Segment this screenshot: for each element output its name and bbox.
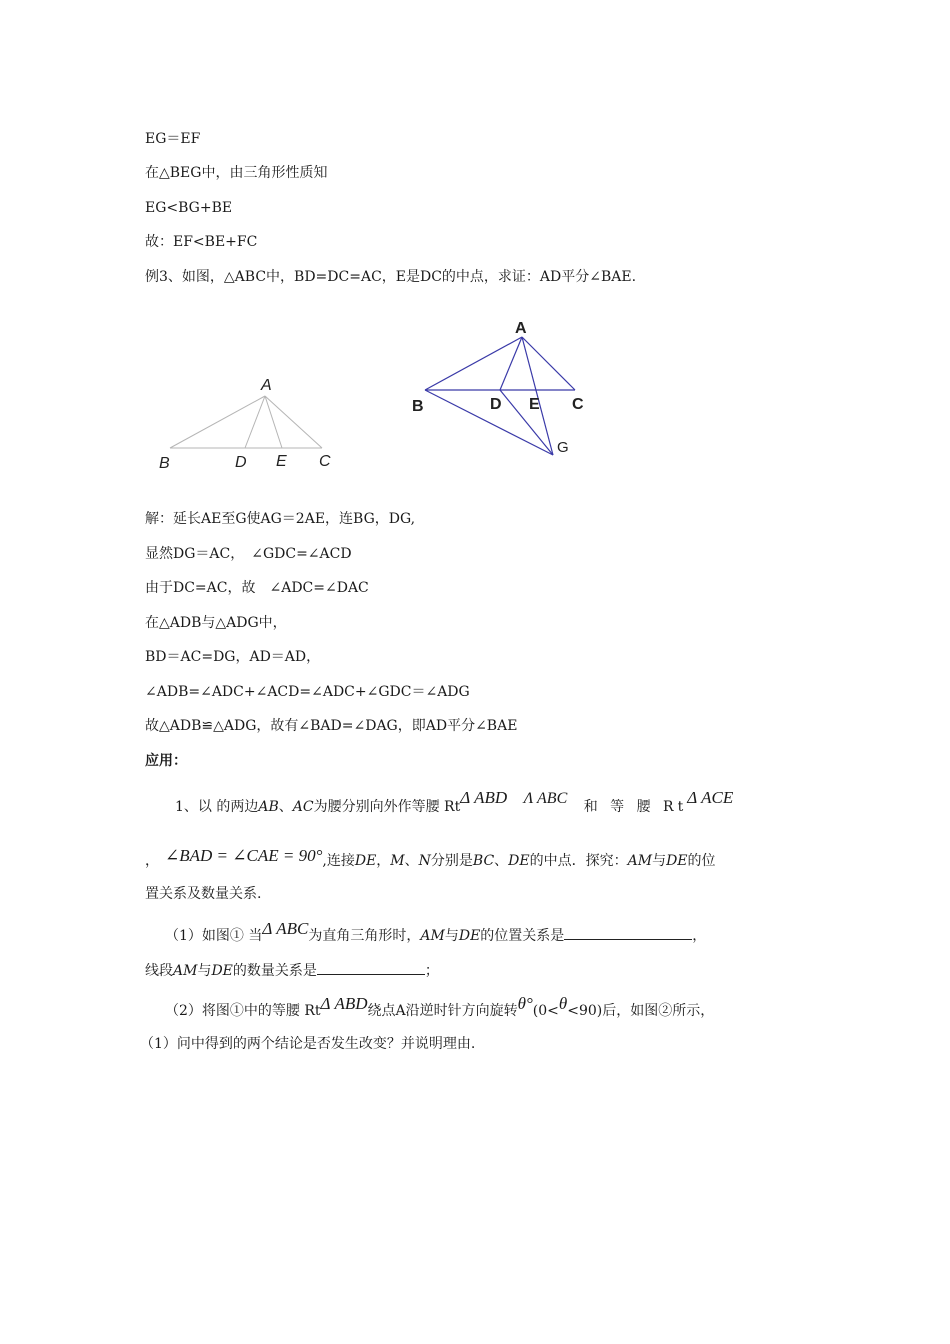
answer-blank-position[interactable]: [564, 925, 692, 940]
solution-line-4: 在△ADB与△ADG中，: [145, 615, 287, 631]
label-a: A: [515, 320, 527, 337]
solution-line-2: 显然DG＝AC， ∠GDC=∠ACD: [145, 546, 352, 562]
label-a: A: [261, 377, 272, 394]
label-d: D: [490, 396, 502, 413]
segment-ad: [500, 337, 522, 390]
math-triangle-abc-q1: Δ ABC: [262, 919, 309, 938]
solution-line-1: 解：延长AE至G使AG＝2AE，连BG，DG,: [145, 511, 416, 527]
math-angle-equation: ∠BAD = ∠CAE = 90°: [165, 846, 323, 865]
label-e: E: [276, 453, 287, 470]
label-g: G: [557, 439, 569, 456]
label-e: E: [529, 396, 540, 413]
question-1: （1）如图① 当Δ ABC为直角三角形时，AM与DE的位置关系是 ，: [165, 919, 707, 944]
math-theta-degrees: θ°: [517, 994, 533, 1013]
example-3-statement: 例3、如图，△ABC中，BD=DC=AC，E是DC的中点，求证：AD平分∠BAE.: [145, 269, 637, 285]
question-2: （2）将图①中的等腰 RtΔ ABD绕点A沿逆时针方向旋转θ°(0<θ<90)后，如图②所示，: [165, 994, 715, 1019]
math-triangle-abd-q2: Δ ABD: [320, 994, 368, 1013]
proof-line-2: 在△BEG中，由三角形性质知: [145, 165, 328, 181]
proof-line-3: EG<BG+BE: [145, 200, 233, 216]
segment-ac: [522, 337, 575, 390]
question-1b: 线段AM与DE的数量关系是 ；: [145, 960, 439, 981]
proof-line-1: EG＝EF: [145, 131, 201, 147]
label-c: C: [319, 453, 331, 470]
label-b: B: [412, 398, 424, 415]
application-p1: 1、以 的两边AB、AC为腰分别向外作等腰 RtΔ ABD Λ ABC 和 等 腰 RtΔ ACE: [175, 788, 734, 815]
application-p3: 置关系及数量关系.: [145, 886, 262, 902]
solution-line-6: ∠ADB=∠ADC+∠ACD=∠ADC+∠GDC＝∠ADG: [145, 684, 470, 700]
segment-ab: [170, 396, 265, 448]
math-theta: θ: [558, 994, 568, 1013]
solution-line-3: 由于DC=AC，故 ∠ADC=∠DAC: [145, 580, 369, 596]
label-d: D: [235, 454, 247, 471]
question-2b: （1）问中得到的两个结论是否发生改变？并说明理由.: [140, 1036, 476, 1052]
figure-triangle-1: [150, 370, 350, 480]
proof-line-4: 故：EF<BE+FC: [145, 234, 258, 250]
label-b: B: [159, 455, 170, 472]
solution-line-5: BD＝AC=DG，AD＝AD，: [145, 649, 321, 665]
application-p2: ， ∠BAD = ∠CAE = 90°,连接DE，M、N分别是BC、DE的中点．探究：AM与DE的位: [145, 846, 716, 869]
math-triangle-ace: Δ ACE: [687, 788, 734, 807]
application-heading: 应用：: [145, 753, 187, 769]
segment-ad: [245, 396, 265, 448]
math-triangle-abd: Δ ABD: [460, 788, 508, 807]
figure-triangle-2: [405, 315, 605, 465]
math-triangle-abc: Λ ABC: [523, 790, 568, 807]
solution-line-7: 故△ADB≌△ADG，故有∠BAD=∠DAG，即AD平分∠BAE: [145, 718, 518, 734]
label-c: C: [572, 396, 584, 413]
answer-blank-quantity[interactable]: [317, 960, 425, 975]
segment-ab: [425, 337, 522, 390]
